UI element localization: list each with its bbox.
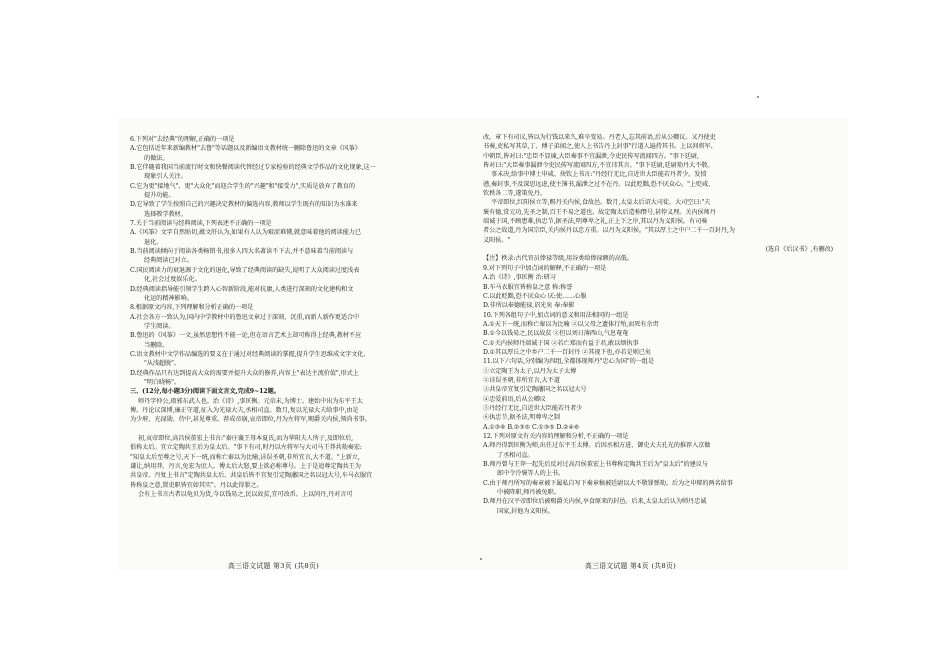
- passage-line: 书奏,吏私写其草,丁、傅子弟闻之,使人上书告丹上封事"行道人遍持其书。上以问将军、: [483, 143, 717, 151]
- option-line: C.以此贬黜,恐不厌众心 厌:使……心服: [483, 292, 587, 300]
- option-line: B.师丹曾与王莽一起先后反对过高昌侯董宏上书尊称定陶共王后为"皇太后"的建议与: [483, 461, 708, 469]
- question-stem: 6.下列对"去经典"的理解,正确的一项是: [130, 136, 235, 143]
- passage-line: 皆称皇之意,置吏职皆宜如其实"。丹以此得罪之。: [130, 481, 263, 489]
- option-line: B.①今以钱易之,民以故贫 ②但以刘日薄西山,气息奄奄: [483, 330, 629, 338]
- source-note: (选自《后汉书》,有删改): [765, 246, 833, 254]
- passage-line: 郎中令泠褒等人的上书。: [497, 470, 564, 478]
- option-line: ⑤丹经行无比,自近世大臣能若丹者少: [483, 404, 583, 412]
- option-line: A.治《诗》,事匡衡 治:研习: [483, 274, 556, 282]
- option-line: D.师丹在汉平帝即位后被赐爵关内侯,享食原来的封邑。后来,太皇太后认为师丹忠诚: [483, 498, 707, 506]
- passage-line: 【注】秩录:古代官员俸禄等级,用谷类给俸禄额的高低。: [483, 255, 633, 263]
- passage-line: "明白晓畅"。: [144, 378, 180, 386]
- option-line: ⑥执忠节,据圣法,明尊卑之制: [483, 414, 560, 422]
- option-line: ①立定陶王为太子,以丹为太子太傅: [483, 367, 577, 375]
- option-line: D.非所以奉德能禄,诏光矣 奉:奉影: [483, 302, 575, 310]
- passage-line: 端诚于国,不顾患难,执忠节,据圣法,明尊卑之礼,正上下之序,其以丹为义阳侯。有司奏: [483, 218, 708, 226]
- option-line: B.车马衣服宜皆称皇之意 称:称誉: [483, 283, 573, 291]
- scan-speck: [480, 558, 482, 560]
- passage-line: 的做法。: [144, 154, 169, 162]
- passage-line: 平帝即位,红阳侯立等,赐丹关内侯,食故邑。数月,太皇太后诏大司徒、大司空曰:"夫: [491, 199, 711, 207]
- question-stem: 8.根据原文内容,下列理解和分析正确的一项是: [130, 304, 254, 312]
- passage-line: 提升功能。: [144, 192, 175, 200]
- option-line: C.语文教材中文学作品编选的要义在于通过对经典阅读的掌握,提升学生思维成文字文化、: [130, 350, 370, 358]
- passage-line: 钦秩各二等,遂策免丹。: [483, 190, 546, 198]
- passage-line: 会有上书言古者以龟贝为货,今以钱易之,民以故贫,宜可改币。上以问丹,丹对言可: [138, 491, 353, 499]
- passage-line: 化,社会过度娱乐化。: [144, 276, 201, 284]
- option-line: D.经典阅读指导能引领学生跨入心智新阶段,能对抗庸,人类进行深刻的文化建构和文: [130, 285, 354, 293]
- option-line: A.师丹得到匡衡为师,出任过东平王太傅。后因丞相方进、御史大夫孔光的推荐入京做: [483, 442, 711, 450]
- page-4-column: [483, 133, 833, 567]
- passage-line: 懑,奏封事,不及深思远虑,使主簿书,漏泄之过不在丹。以此贬黜,恐不厌众心。"上贬咸、: [483, 180, 715, 188]
- page-4-footer: 高三语文试题 第4页 (共8页): [585, 562, 677, 570]
- passage-line: 国家,封他为义阳侯。: [497, 507, 554, 515]
- option-line: B.鲁迅的《风筝》一文,虽然思想性不能一论,但在语言艺术上却可称得上经典,教材不应: [130, 332, 362, 340]
- passage-line: 谦让,纳用莽、丹言,免宏为庶人。傅太后大怒,要上欲必称尊号。上于是追尊定陶共王为: [130, 463, 361, 471]
- passage-line: 改。章下有司议,皆以为行钱以来久,难卒变易。丹老人,忘其前语,后从公卿议。又丹使吏: [483, 134, 716, 141]
- passage-line: 为少府、光禄勋、侍中,甚见尊重。荐成帝崩,哀帝即位,丹为左将军,赐爵关内侯,领尚书事。: [130, 416, 371, 424]
- option-line: C.国民阅读力的衰退源于文化的退化,导致了经典阅读的缺失,说明了大众阅读过度浅表: [130, 266, 360, 274]
- option-line: A.它包括近年来新编教材"去鲁"等话题以及新编语文教材统一删除鲁迅的文章《风筝》: [130, 145, 361, 153]
- passage-line: 中被降职,师丹被免职。: [497, 489, 560, 497]
- scan-speck: [757, 96, 759, 98]
- option-line: A.社会各方一致认为,国内中学教材中的鲁迅文章过于深刻、沉重,而新人新作更适合中: [130, 313, 360, 321]
- passage-line: 傅。丹论议深博,廉正守道,征入为光禄大夫,丞相司直。数月,复以光禄大夫给事中,由是: [130, 406, 359, 414]
- option-line: ③共皇帝宜复引定陶藩国之名以冠大号: [483, 386, 587, 394]
- passage-line: 选择教学教材。: [144, 210, 187, 218]
- passage-line: 褒有德,赏元功,先圣之制,百王不易之道也。故定陶太后造称僭号,甚悖义理。关内侯师丹: [483, 208, 716, 216]
- option-line: D.①其以厚丘之中乡户二千一百封丹 ②其视下也,亦若是则已矣: [483, 348, 651, 356]
- question-stem: 7.关于当前阅读与经典阅读,下列表述不正确的一项是: [130, 220, 272, 228]
- option-line: ④忠爱前语,后从公卿议: [483, 395, 546, 403]
- passage-line: 学生阅读。: [144, 322, 175, 330]
- option-line: A.①天下一统,而称亡秦以为比喻 ②以父母之遗体行殆,而死有余责: [483, 320, 659, 328]
- option-line: D.经典作品只有达到提高大众的需要并提升大众的修养,内容上"表达主流价值",形式上: [130, 369, 359, 377]
- question-stem: 12.下列对原文有关内容的理解和分析,不正确的一项是: [483, 433, 629, 440]
- passage-line: 中朝臣,皆对曰:"忠臣不显谏,大臣奏事不宜漏泄,令吏民传写流闻四方。"事下廷尉,: [483, 152, 699, 160]
- section-heading: 三、(12分,每小题3分)阅读下面文言文,完成9~12题。: [130, 388, 280, 396]
- passage-line: 皆对曰:"大臣奏事漏泄令吏民传写流闻四方,不宜讳其言。"事下廷尉,廷尉劾丹大不敬。: [483, 162, 714, 170]
- passage-line: 经典阅读已对立。: [144, 257, 193, 265]
- passage-line: "从浅超脱"。: [144, 360, 180, 368]
- passage-line: "知皇太后至尊之号,天下一统,而称亡秦以为比喻,诖误圣朝,非所宜言,大不道。"上新立,: [130, 453, 360, 461]
- option-line: C.由于师丹所写的奏章被下属私自写下奏章稿被廷尉以大不敬罪弹劾。后为之申辩的两名给事: [483, 479, 733, 487]
- page-3-footer: 高三语文试题 第3页 (共8页): [228, 562, 320, 570]
- passage-line: 俱称太后。宜立定陶共王后为皇太后。"事下有司,时丹以左将军与大司马王莽共劾奏宏:: [130, 444, 362, 452]
- passage-line: 初,哀帝即位,高昌侯董宏上书言:"秦庄襄王母本夏氏,而为华阳夫人所子,及即位后,: [138, 435, 353, 442]
- option-line: D.它导致了学生按照自己的兴趣决定教材的偏选内容,教师以学生既有的知识为水准来: [130, 201, 358, 209]
- passage-line: 化运的精神影响。: [144, 294, 193, 302]
- passage-line: 退化。: [144, 238, 163, 246]
- option-line: ②诖误圣朝,非所宜言,大不道: [483, 376, 560, 384]
- page-3-column: [130, 135, 475, 560]
- option-line: C.它为更"接地气"、更"大众化"而迎合学生的"兴趣"和"接受力",实质是放弃了教育的: [130, 182, 355, 190]
- passage-line: [130, 425, 475, 434]
- passage-line: 事未决,给事中博士申咸、炔钦上书言:"丹经行无比,自近世大臣能若丹者少。发愤: [491, 171, 707, 179]
- option-line: B.它伴随着我国当前流行时文和快餐阅读代替经过专家检验的经典文学作品的文化现象,这一: [130, 164, 376, 172]
- passage-line: 共皇帝。丹复上书言"定陶共皇太后、共皇后皆不宜复引定陶藩国之名以冠大号,车马衣服宜: [130, 472, 373, 480]
- question-stem: 10.下列各组句子中,加点词的意义和用法相同的一组是: [483, 311, 629, 319]
- option-line: A.①③⑥ B.②③⑤ C.①③⑤ D.②④⑥: [483, 423, 580, 431]
- passage-line: 当删除。: [144, 341, 169, 349]
- option-line: A.《风筝》文字自然贴切,蕴文肝认为,如果有人认为艰涩难懂,就意味着他的阅读能力已: [130, 229, 361, 237]
- passage-line: 师丹字仲公,琅邪东武人也。治《诗》,事匡衡。元帝末,为博士。建始中出为东平王太: [138, 397, 363, 405]
- passage-line: 现象引人关注。: [144, 173, 187, 181]
- question-stem: 11.以下六句话,分别编为四组,全都体现师丹"忠心为国"的一组是: [483, 358, 654, 366]
- passage-line: 者公之故道,丹为国宗臣,关内侯丹以忠方重。以丹为义阳侯。"其以厚土之中户二千一百封丹,为: [483, 227, 735, 235]
- option-line: B.当前阅读倾向于阅读各类畅销书,很多人四大名著读不下去,并不意味着当前阅读与: [130, 248, 354, 256]
- passage-line: 义阳侯。": [483, 236, 511, 244]
- option-line: C.①关内侯师丹端诚于国 ②若亡郑而有益于君,敢以烦执事: [483, 339, 639, 347]
- question-stem: 9.对下列句子中加点词的解释,不正确的一项是: [483, 264, 607, 272]
- passage-line: 了丞相司直。: [497, 451, 534, 459]
